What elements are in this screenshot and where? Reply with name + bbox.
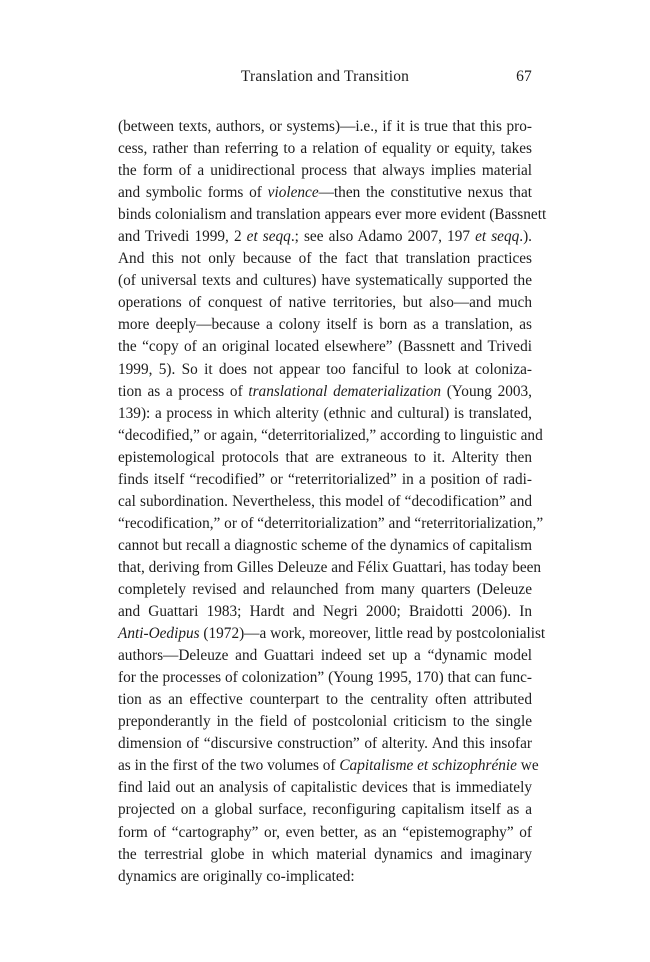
text-run: we bbox=[516, 757, 539, 775]
text-line bbox=[118, 822, 532, 844]
text-run: epistemological protocols that are extraneous to it. Alterity then bbox=[118, 448, 532, 466]
text-run: and Guattari 1983; Hardt and Negri 2000; Braidotti 2006). In bbox=[118, 603, 532, 621]
text-line bbox=[118, 359, 532, 381]
text-line bbox=[118, 469, 532, 491]
text-line bbox=[118, 557, 542, 579]
text-run: cess, rather than referring to a relation of equality or equity, takes bbox=[118, 140, 532, 158]
text-line bbox=[118, 733, 532, 755]
text-run: (1972)—a work, moreover, little read by postcolonialist bbox=[199, 625, 546, 643]
text-run: form of “cartography” or, even better, as an “epistemography” of bbox=[118, 823, 532, 841]
italic-text: violence bbox=[267, 184, 319, 202]
text-run: tion as an effective counterpart to the centrality often attributed bbox=[118, 691, 532, 709]
text-run: tion as a process of bbox=[118, 382, 249, 400]
text-line bbox=[118, 226, 532, 248]
text-run: .; see also Adamo 2007, 197 bbox=[290, 228, 476, 246]
page-number: 67 bbox=[516, 68, 532, 85]
text-run: for the processes of colonization” (Young 1995, 170) that can func- bbox=[118, 669, 532, 687]
text-line bbox=[118, 116, 532, 138]
text-line bbox=[118, 866, 532, 888]
text-line bbox=[118, 204, 547, 226]
text-line bbox=[118, 182, 532, 204]
text-run: “recodification,” or of “deterritorialization” and “reterritorialization,” bbox=[118, 514, 544, 532]
text-line bbox=[118, 601, 532, 623]
text-run: And this not only because of the fact that translation practices bbox=[118, 250, 532, 268]
italic-text: Anti-Oedipus bbox=[118, 625, 200, 643]
text-run: cannot but recall a diagnostic scheme of the dynamics of capitalism bbox=[118, 536, 532, 554]
text-run: completely revised and relaunched from many quarters (Deleuze bbox=[118, 580, 532, 598]
text-line bbox=[118, 579, 532, 601]
text-run: and Trivedi 1999, 2 bbox=[118, 228, 247, 246]
text-line bbox=[118, 138, 532, 160]
italic-text: translational dematerialization bbox=[248, 382, 442, 400]
text-run: operations of conquest of native territories, but also—and much bbox=[118, 294, 532, 312]
text-run: 139): a process in which alterity (ethnic and cultural) is translated, bbox=[118, 404, 532, 422]
text-line bbox=[118, 292, 532, 314]
text-run: “decodified,” or again, “deterritorialized,” according to linguistic and bbox=[118, 426, 543, 444]
text-run: (of universal texts and cultures) have systematically supported the bbox=[118, 272, 532, 290]
text-run: the terrestrial globe in which material dynamics and imaginary bbox=[118, 845, 532, 863]
text-line bbox=[118, 403, 532, 425]
text-line bbox=[118, 689, 532, 711]
text-run: cal subordination. Nevertheless, this model of “decodification” and bbox=[118, 492, 532, 510]
text-run: projected on a global surface, reconfiguring capitalism itself as a bbox=[118, 801, 532, 819]
text-line bbox=[118, 336, 532, 358]
text-run: binds colonialism and translation appears ever more evident (Bassnett bbox=[118, 206, 547, 224]
text-line bbox=[118, 645, 532, 667]
text-run: —then the constitutive nexus that bbox=[318, 184, 532, 202]
text-line bbox=[118, 425, 543, 447]
running-header bbox=[118, 68, 532, 90]
text-run: and symbolic forms of bbox=[118, 184, 268, 202]
text-line bbox=[118, 667, 532, 689]
text-run: .). bbox=[519, 228, 532, 246]
body-text bbox=[118, 116, 547, 888]
text-run: (between texts, authors, or systems)—i.e., if it is true that this pro- bbox=[118, 118, 532, 135]
text-run: dimension of “discursive construction” of alterity. And this insofar bbox=[118, 735, 532, 753]
text-line bbox=[118, 755, 539, 777]
text-run: finds itself “recodified” or “reterritorialized” in a position of radi- bbox=[118, 470, 532, 488]
text-line bbox=[118, 799, 532, 821]
text-run: authors—Deleuze and Guattari indeed set up a “dynamic model bbox=[118, 647, 532, 665]
text-run: more deeply—because a colony itself is born as a translation, as bbox=[118, 316, 532, 334]
text-run: find laid out an analysis of capitalistic devices that is immediately bbox=[118, 779, 532, 797]
text-line bbox=[118, 711, 532, 733]
text-run: the form of a unidirectional process that always implies material bbox=[118, 162, 532, 180]
italic-text: Capitalisme et schizophrénie bbox=[339, 757, 517, 775]
text-run: dynamics are originally co-implicated: bbox=[118, 867, 355, 885]
text-line bbox=[118, 314, 532, 336]
italic-text: et seqq bbox=[475, 228, 520, 246]
text-line bbox=[118, 447, 532, 469]
text-line bbox=[118, 535, 532, 557]
text-line bbox=[118, 248, 532, 270]
text-run: preponderantly in the field of postcolonial criticism to the single bbox=[118, 713, 532, 731]
text-line bbox=[118, 777, 532, 799]
text-line bbox=[118, 381, 532, 403]
text-line bbox=[118, 491, 532, 513]
running-title: Translation and Transition bbox=[240, 68, 410, 85]
text-run: the “copy of an original located elsewhere” (Bassnett and Trivedi bbox=[118, 338, 532, 356]
text-line bbox=[118, 160, 532, 182]
text-run: as in the first of the two volumes of bbox=[118, 757, 340, 775]
italic-text: et seqq bbox=[246, 228, 291, 246]
text-run: 1999, 5). So it does not appear too fanciful to look at coloniza- bbox=[118, 360, 532, 378]
text-line bbox=[118, 270, 532, 292]
text-line bbox=[118, 844, 532, 866]
text-line bbox=[118, 623, 546, 645]
text-run: (Young 2003, bbox=[441, 382, 532, 400]
text-line bbox=[118, 513, 544, 535]
text-run: that, deriving from Gilles Deleuze and Félix Guattari, has today been bbox=[118, 558, 542, 576]
